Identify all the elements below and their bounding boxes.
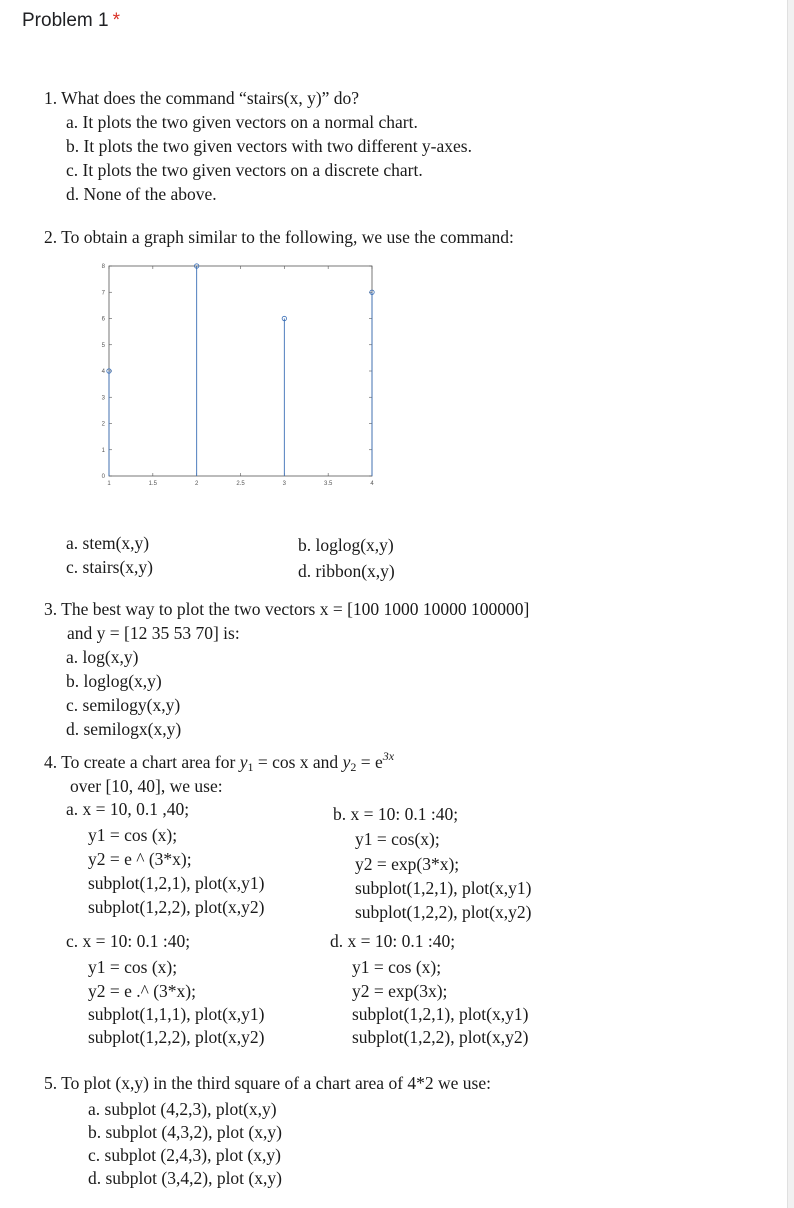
question-3-text-line1: 3. The best way to plot the two vectors x = [100 1000 10000 100000] [44, 599, 530, 619]
question-5-option-c: c. subplot (2,4,3), plot (x,y) [88, 1145, 281, 1165]
option-a-line1: a. x = 10, 0.1 ,40; [66, 799, 190, 819]
problem-title-text: Problem 1 [22, 10, 109, 31]
problem-title [22, 10, 120, 32]
question-3-text-line2: and y = [12 35 53 70] is: [67, 623, 240, 643]
question-1-option-a: a. It plots the two given vectors on a normal chart. [66, 112, 418, 132]
option-b-line1: b. x = 10: 0.1 :40; [333, 804, 459, 824]
x-tick-label: 2 [194, 481, 199, 487]
required-mark: * [112, 10, 121, 31]
x-tick-label: 4 [370, 481, 374, 487]
math-y2-eq: = e [356, 752, 383, 772]
question-5-text: 5. To plot (x,y) in the third square of a chart area of 4*2 we use: [44, 1073, 491, 1093]
option-b-line3: y2 = exp(3*x); [355, 854, 460, 874]
y-tick-label: 1 [101, 447, 105, 454]
question-1-text: 1. What does the command “stairs(x, y)” do? [44, 88, 360, 108]
y-tick-label: 7 [101, 290, 105, 297]
option-b-line5: subplot(1,2,2), plot(x,y2) [355, 902, 532, 922]
y-tick-label: 4 [101, 369, 105, 375]
question-2-option-d: d. ribbon(x,y) [298, 561, 395, 581]
x-tick-label: 1.5 [148, 481, 158, 487]
question-1-option-b: b. It plots the two given vectors with two different y-axes. [66, 136, 472, 156]
x-tick-label: 1 [107, 481, 111, 487]
y-tick-label: 8 [101, 264, 105, 270]
option-b-line2: y1 = cos(x); [355, 829, 440, 849]
option-c-line1: c. x = 10: 0.1 :40; [66, 931, 191, 951]
math-y1-expr: = cos x and [253, 752, 343, 772]
math-y2-var: y [342, 752, 351, 772]
option-c-line4: subplot(1,1,1), plot(x,y1) [88, 1004, 265, 1024]
question-4-text-line2: over [10, 40], we use: [70, 776, 223, 796]
option-c-line5: subplot(1,2,2), plot(x,y2) [88, 1027, 265, 1047]
x-tick-label: 3.5 [323, 481, 333, 487]
question-2-text: 2. To obtain a graph similar to the following, we use the command: [44, 227, 514, 247]
question-3-option-a: a. log(x,y) [66, 647, 139, 667]
math-y1-sub: 1 [247, 760, 254, 774]
y-tick-label: 0 [101, 474, 105, 480]
question-5-option-a: a. subplot (4,2,3), plot(x,y) [88, 1099, 277, 1119]
option-d-line2: y1 = cos (x); [352, 957, 442, 977]
chart-plot-area [109, 266, 372, 476]
question-1-option-d: d. None of the above. [66, 184, 217, 204]
y-tick-label: 2 [101, 421, 105, 428]
question-4-prefix: 4. To create a chart area for [44, 752, 240, 772]
question-1-option-c: c. It plots the two given vectors on a discrete chart. [66, 160, 423, 180]
option-a-line4: subplot(1,2,1), plot(x,y1) [88, 873, 265, 893]
question-3-option-d: d. semilogx(x,y) [66, 719, 182, 739]
question-5-option-d: d. subplot (3,4,2), plot (x,y) [88, 1168, 282, 1188]
option-a-line5: subplot(1,2,2), plot(x,y2) [88, 897, 265, 917]
option-c-line3: y2 = e .^ (3*x); [88, 981, 196, 1001]
question-2-option-b: b. loglog(x,y) [298, 535, 394, 555]
y-tick-label: 5 [101, 342, 105, 349]
math-y2-exp: 3x [382, 749, 395, 763]
option-a-line2: y1 = cos (x); [88, 825, 178, 845]
option-d-line5: subplot(1,2,2), plot(x,y2) [352, 1027, 529, 1047]
question-5-option-b: b. subplot (4,3,2), plot (x,y) [88, 1122, 282, 1142]
scrollbar[interactable] [787, 0, 794, 1208]
option-a-line3: y2 = e ^ (3*x); [88, 849, 192, 869]
question-2-option-a: a. stem(x,y) [66, 533, 150, 553]
question-2-option-c: c. stairs(x,y) [66, 557, 153, 577]
stem-chart [80, 250, 390, 495]
math-y1-var: y [239, 752, 248, 772]
option-d-line4: subplot(1,2,1), plot(x,y1) [352, 1004, 529, 1024]
option-c-line2: y1 = cos (x); [88, 957, 178, 977]
question-3-option-b: b. loglog(x,y) [66, 671, 162, 691]
math-y2-sub: 2 [350, 760, 357, 774]
x-tick-label: 2.5 [236, 481, 245, 487]
y-tick-label: 6 [101, 316, 105, 323]
question-3-option-c: c. semilogy(x,y) [66, 695, 181, 715]
y-tick-label: 3 [101, 395, 105, 402]
option-b-line4: subplot(1,2,1), plot(x,y1) [355, 878, 532, 898]
x-tick-label: 3 [282, 481, 287, 487]
question-4-text-line1 [44, 749, 394, 775]
option-d-line3: y2 = exp(3x); [352, 981, 448, 1001]
option-d-line1: d. x = 10: 0.1 :40; [330, 931, 456, 951]
